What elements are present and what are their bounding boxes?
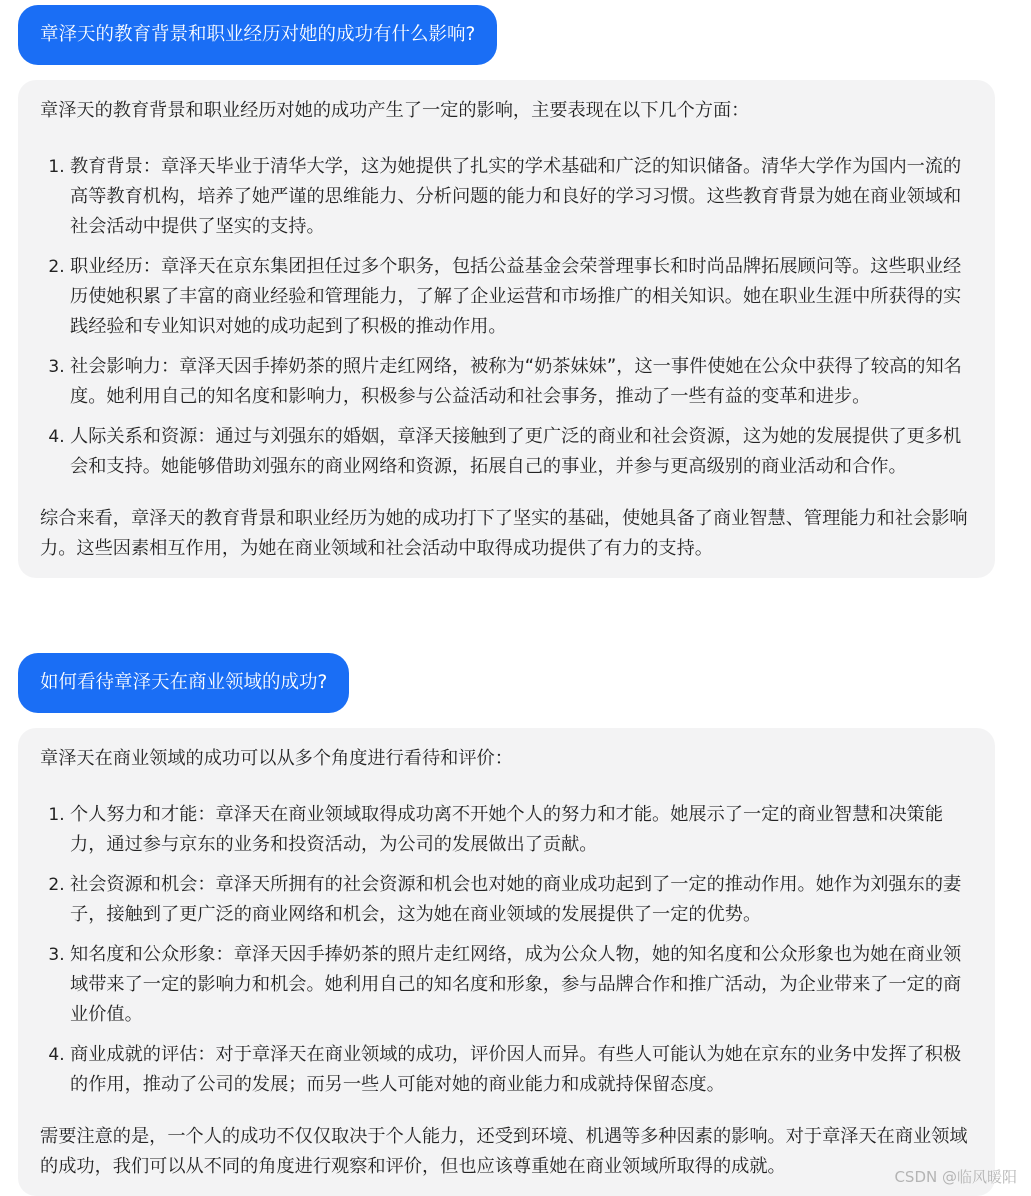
assistant-answer-bubble: [18, 728, 995, 1196]
answer-point: 4. 商业成就的评估：对于章泽天在商业领域的成功，评价因人而异。有些人可能认为她在京东的业务中发挥了积极的作用，推动了公司的发展；而另一些人可能对她的商业能力和成就持保留态度。: [70, 1040, 973, 1100]
answer-point: 2. 社会资源和机会：章泽天所拥有的社会资源和机会也对她的商业成功起到了一定的推动作用。她作为刘强东的妻子，接触到了更广泛的商业网络和机会，这为她在商业领域的发展提供了一定的优势。: [70, 870, 973, 930]
answer-point: 1. 教育背景：章泽天毕业于清华大学，这为她提供了扎实的学术基础和广泛的知识储备。清华大学作为国内一流的高等教育机构，培养了她严谨的思维能力、分析问题的能力和良好的学习习惯。这些教育背景为她在商业领域和社会活动中提供了坚实的支持。: [70, 152, 973, 242]
answer-point: 2. 职业经历：章泽天在京东集团担任过多个职务，包括公益基金会荣誉理事长和时尚品牌拓展顾问等。这些职业经历使她积累了丰富的商业经验和管理能力，了解了企业运营和市场推广的相关知识。她在职业生涯中所获得的实践经验和专业知识对她的成功起到了积极的推动作用。: [70, 252, 973, 342]
answer-point-list: [40, 800, 973, 1100]
answer-conclusion: 需要注意的是，一个人的成功不仅仅取决于个人能力，还受到环境、机遇等多种因素的影响。对于章泽天在商业领域的成功，我们可以从不同的角度进行观察和评价，但也应该尊重她在商业领域所取得的成就。: [40, 1126, 968, 1177]
user-question-bubble: 章泽天的教育背景和职业经历对她的成功有什么影响?: [18, 5, 497, 65]
answer-point: 3. 知名度和公众形象：章泽天因手捧奶茶的照片走红网络，成为公众人物，她的知名度和公众形象也为她在商业领域带来了一定的影响力和机会。她利用自己的知名度和形象，参与品牌合作和推广活动，为企业带来了一定的商业价值。: [70, 940, 973, 1030]
watermark: CSDN @临风暖阳: [894, 1168, 1017, 1186]
answer-intro: 章泽天的教育背景和职业经历对她的成功产生了一定的影响，主要表现在以下几个方面：: [40, 100, 750, 121]
user-question-bubble: 如何看待章泽天在商业领域的成功?: [18, 653, 349, 713]
answer-point-list: [40, 152, 973, 482]
answer-point: 3. 社会影响力：章泽天因手捧奶茶的照片走红网络，被称为“奶茶妹妹”，这一事件使她在公众中获得了较高的知名度。她利用自己的知名度和影响力，积极参与公益活动和社会事务，推动了一些有益的变革和进步。: [70, 352, 973, 412]
answer-intro: 章泽天在商业领域的成功可以从多个角度进行看待和评价：: [40, 748, 513, 769]
assistant-answer-bubble: [18, 80, 995, 578]
answer-point: 4. 人际关系和资源：通过与刘强东的婚姻，章泽天接触到了更广泛的商业和社会资源，这为她的发展提供了更多机会和支持。她能够借助刘强东的商业网络和资源，拓展自己的事业，并参与更高级别的商业活动和合作。: [70, 422, 973, 482]
answer-conclusion: 综合来看，章泽天的教育背景和职业经历为她的成功打下了坚实的基础，使她具备了商业智慧、管理能力和社会影响力。这些因素相互作用，为她在商业领域和社会活动中取得成功提供了有力的支持。: [40, 508, 968, 559]
answer-point: 1. 个人努力和才能：章泽天在商业领域取得成功离不开她个人的努力和才能。她展示了一定的商业智慧和决策能力，通过参与京东的业务和投资活动，为公司的发展做出了贡献。: [70, 800, 973, 860]
